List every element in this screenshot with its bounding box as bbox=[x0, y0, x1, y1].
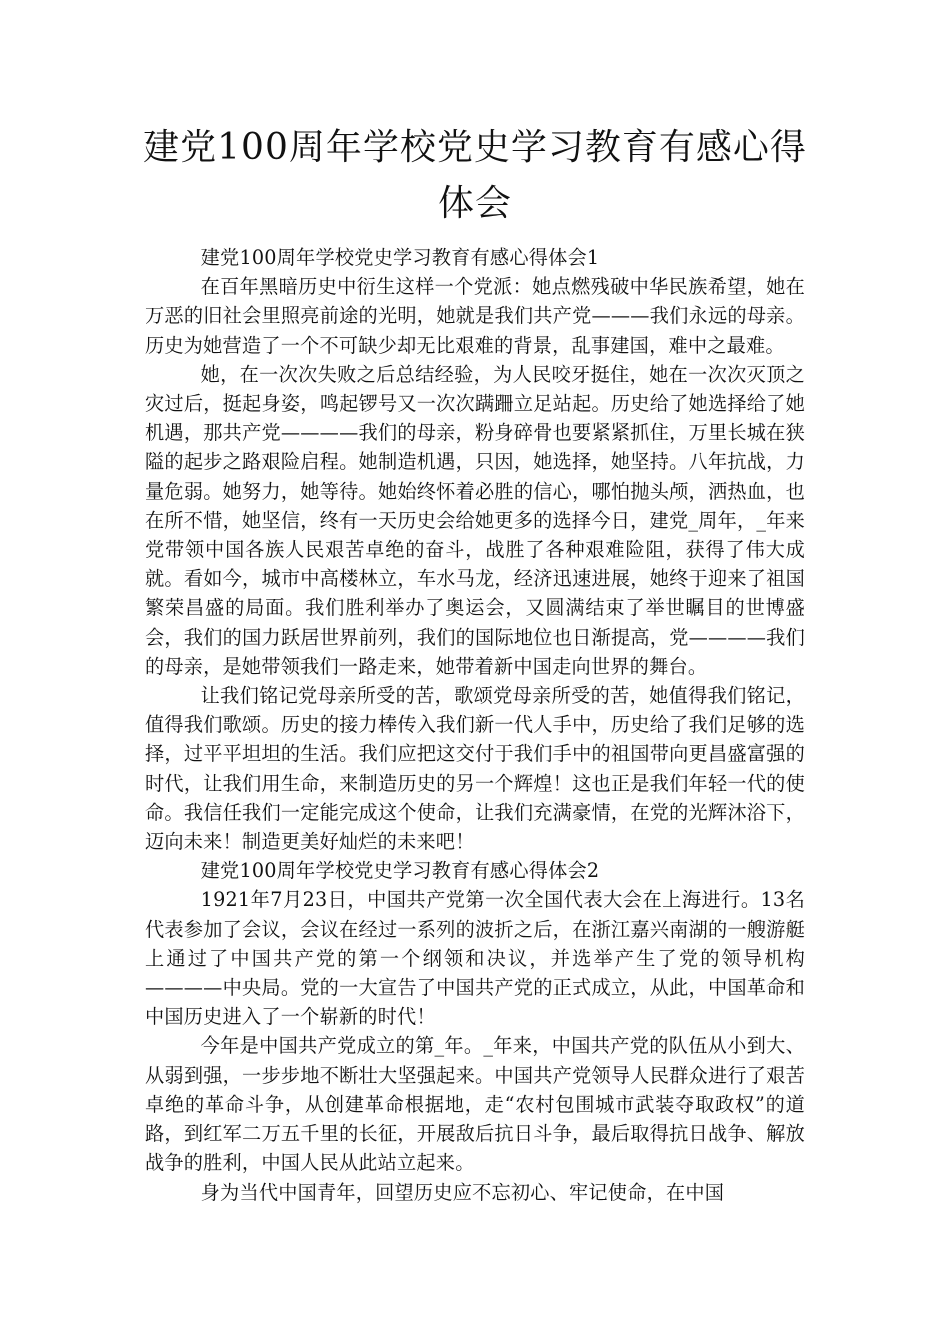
section-heading-1: 建党100周年学校党史学习教育有感心得体会1 bbox=[200, 246, 600, 269]
paragraph: 身为当代中国青年，回望历史应不忘初心、牢记使命，在中国 bbox=[200, 1180, 725, 1204]
paragraph: 1921年7月23日，中国共产党第一次全国代表大会在上海进行。13名代表参加了会议，会议在经过一系列的波折之后，在浙江嘉兴南湖的一艘游艇上通过了中国共产党的第一个纲领和决议，并选举产生了党的领导机构————中央局。党的一大宣告了中国共产党的正式成立，从此，中国革命和中国历史进入了一个崭新的时代！ bbox=[145, 888, 805, 1029]
paragraph: 她，在一次次失败之后总结经验，为人民咬牙挺住，她在一次次灭顶之灾过后，挺起身姿，鸣起锣号又一次次蹒跚立足站起。历史给了她选择给了她机遇，那共产党————我们的母亲，粉身碎骨也要紧紧抓住，万里长城在狭隘的起步之路艰险启程。她制造机遇，只因，她选择，她坚持。八年抗战，力量危弱。她努力，她等待。她始终怀着必胜的信心，哪怕抛头颅，洒热血，也在所不惜，她坚信，终有一天历史会给她更多的选择今日，建党_周年，_年来党带领中国各族人民艰苦卓绝的奋斗，战胜了各种艰难险阻，获得了伟大成就。看如今，城市中高楼林立，车水马龙，经济迅速进展，她终于迎来了祖国繁荣昌盛的局面。我们胜利举办了奥运会，又圆满结束了举世瞩目的世博盛会，我们的国力跃居世界前列，我们的国际地位也日渐提高，党————我们的母亲，是她带领我们一路走来，她带着新中国走向世界的舞台。 bbox=[145, 362, 805, 678]
document-title: 建党100周年学校党史学习教育有感心得体会 bbox=[143, 127, 807, 224]
paragraph: 今年是中国共产党成立的第_年。_年来，中国共产党的队伍从小到大、从弱到强，一步步地不断壮大坚强起来。中国共产党领导人民群众进行了艰苦卓绝的革命斗争，从创建革命根据地，走“农村包围城市武装夺取政权”的道路，到红军二万五千里的长征，开展敌后抗日斗争，最后取得抗日战争、解放战争的胜利，中国人民从此站立起来。 bbox=[145, 1034, 805, 1175]
paragraph: 在百年黑暗历史中衍生这样一个党派：她点燃残破中华民族希望，她在万恶的旧社会里照亮前途的光明，她就是我们共产党———我们永远的母亲。历史为她营造了一个不可缺少却无比艰难的背景，乱事建国，难中之最难。 bbox=[145, 275, 805, 357]
section-heading-2: 建党100周年学校党史学习教育有感心得体会2 bbox=[200, 859, 600, 883]
document-body bbox=[145, 243, 805, 1207]
paragraph: 让我们铭记党母亲所受的苦，歌颂党母亲所受的苦，她值得我们铭记，值得我们歌颂。历史的接力棒传入我们新一代人手中，历史给了我们足够的选择，过平平坦坦的生活。我们应把这交付于我们手中的祖国带向更昌盛富强的时代，让我们用生命，来制造历史的另一个辉煌！这也正是我们年轻一代的使命。我信任我们一定能完成这个使命，让我们充满豪情，在党的光辉沐浴下，迈向未来！制造更美好灿烂的未来吧！ bbox=[145, 684, 805, 854]
